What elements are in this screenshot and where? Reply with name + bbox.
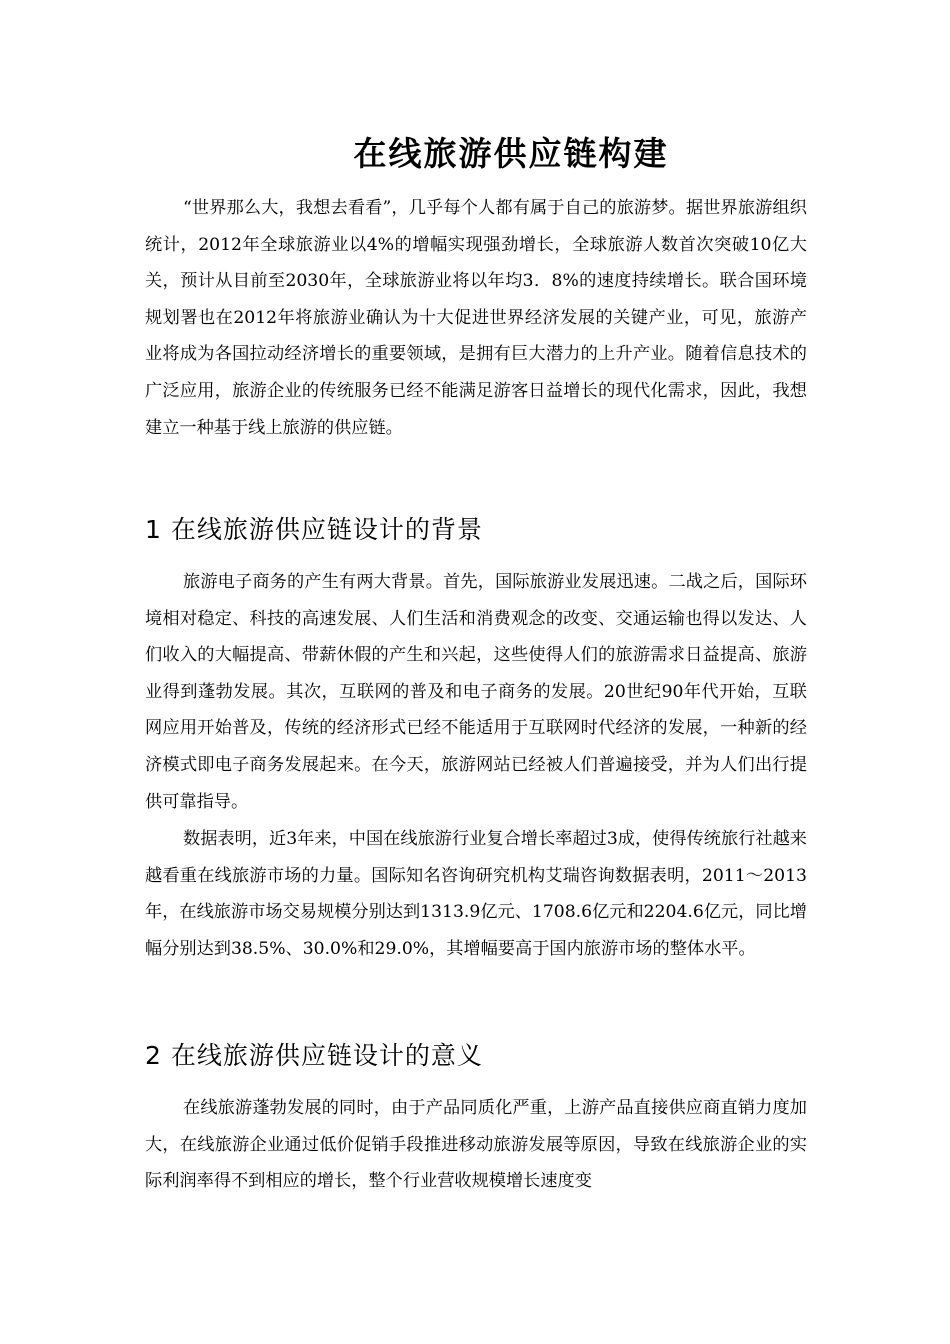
section-1-paragraph-1: 旅游电子商务的产生有两大背景。首先，国际旅游业发展迅速。二战之后，国际环境相对稳定、科技的高速发展、人们生活和消费观念的改变、交通运输也得以发达、人们收入的大幅提高、带薪休假的产生和兴起，这些使得人们的旅游需求日益提高、旅游业得到蓬勃发展。其次，互联网的普及和电子商务的发展。20世纪90年代开始，互联网应用开始普及，传统的经济形式已经不能适用于互联网时代经济的发展，一种新的经济模式即电子商务发展起来。在今天，旅游网站已经被人们普遍接受，并为人们出行提供可靠指导。 xyxy=(145,572,807,812)
intro-paragraph: “世界那么大，我想去看看”，几乎每个人都有属于自己的旅游梦。据世界旅游组织统计，2012年全球旅游业以4%的增幅实现强劲增长，全球旅游人数首次突破10亿大关，预计从目前至2030年，全球旅游业将以年均3．8%的速度持续增长。联合国环境规划署也在2012年将旅游业确认为十大促进世界经济发展的关键产业，可见，旅游产业将成为各国拉动经济增长的重要领域，是拥有巨大潜力的上升产业。随着信息技术的广泛应用，旅游企业的传统服务已经不能满足游客日益增长的现代化需求，因此，我想建立一种基于线上旅游的供应链。 xyxy=(145,198,807,438)
section-2-heading: 2 在线旅游供应链设计的意义 xyxy=(145,1041,483,1070)
section-1-paragraph-2: 数据表明，近3年来，中国在线旅游行业复合增长率超过3成，使得传统旅行社越来越看重在线旅游市场的力量。国际知名咨询研究机构艾瑞咨询数据表明，2011～2013年，在线旅游市场交易规模分别达到1313.9亿元、1708.6亿元和2204.6亿元，同比增幅分别达到38.5%、30.0%和29.0%，其增幅要高于国内旅游市场的整体水平。 xyxy=(145,829,807,959)
section-2-paragraph-1: 在线旅游蓬勃发展的同时，由于产品同质化严重，上游产品直接供应商直销力度加大，在线旅游企业通过低价促销手段推进移动旅游发展等原因，导致在线旅游企业的实际利润率得不到相应的增长，整个行业营收规模增长速度变 xyxy=(145,1098,807,1192)
document-title: 在线旅游供应链构建 xyxy=(353,134,669,173)
section-1-heading: 1 在线旅游供应链设计的背景 xyxy=(145,515,483,544)
